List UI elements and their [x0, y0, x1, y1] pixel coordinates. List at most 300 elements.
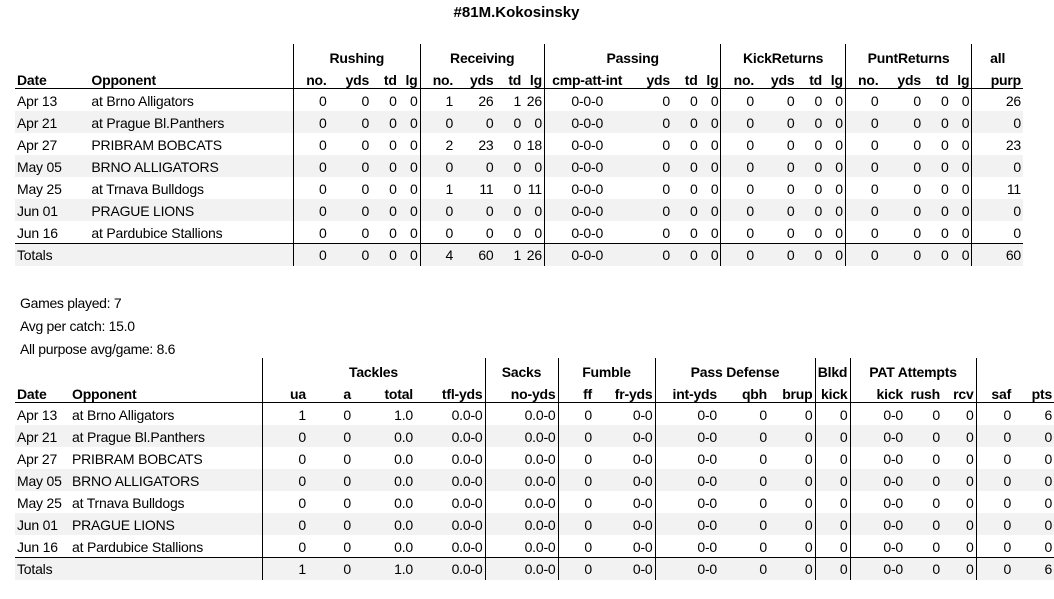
stat-cell: 0: [558, 513, 594, 535]
stat-cell: 1: [262, 403, 308, 426]
column-header: pts: [1013, 380, 1054, 403]
date-cell: Jun 01: [15, 199, 89, 221]
stat-cell: 0: [672, 111, 700, 133]
stat-cell: 0: [690, 180, 698, 197]
stat-cell: 0: [710, 224, 719, 241]
stat-cell: 0: [845, 111, 880, 133]
stat-cell: 0: [420, 221, 455, 244]
stat-cell: 0: [399, 155, 420, 177]
stat-cell: 0: [361, 224, 370, 241]
stat-cell: 0: [976, 447, 1013, 469]
table-row: [15, 177, 1023, 199]
total-cell: 0-0: [850, 558, 905, 581]
stat-cell: 0: [700, 155, 721, 177]
table-row: [15, 221, 1023, 244]
stat-cell: 0: [814, 180, 823, 197]
column-header: yds: [329, 66, 372, 89]
stat-cell: 0.0-0: [485, 403, 558, 426]
stat-cell: 0: [409, 180, 418, 197]
table-row: [15, 111, 1023, 133]
stat-cell: 0: [399, 111, 420, 133]
stat-cell: 0: [558, 535, 594, 558]
column-header: brup: [769, 380, 815, 403]
stat-cell: 0: [690, 92, 698, 109]
stat-cell: 0: [329, 111, 372, 133]
table-row: [15, 535, 1054, 558]
stat-cell: 0: [976, 469, 1013, 491]
totals-label: Totals: [15, 558, 70, 581]
column-header: td: [672, 66, 700, 89]
column-header: lg: [399, 66, 420, 89]
stat-cell: 0: [951, 155, 972, 177]
stat-cell: 0: [815, 403, 850, 426]
stat-cell: 0: [976, 491, 1013, 513]
column-header: yds: [756, 66, 796, 89]
group-header-fumble: Fumble: [558, 358, 655, 380]
total-cell: 60: [455, 244, 495, 267]
stat-cell: 0: [905, 513, 942, 535]
group-header-sacks: Sacks: [485, 358, 558, 380]
column-header: total: [353, 380, 415, 403]
total-cell: 0: [329, 244, 372, 267]
column-header: lg: [824, 66, 845, 89]
column-header: no.: [845, 66, 880, 89]
total-cell: 0-0-0: [544, 244, 629, 267]
total-cell: 0: [672, 244, 700, 267]
stat-cell: 26: [972, 89, 1023, 112]
stat-cell: 0: [262, 535, 308, 558]
stat-cell: 0: [262, 469, 308, 491]
stat-cell: 0: [905, 469, 942, 491]
stat-cell: 0-0: [850, 403, 905, 426]
stat-cell: 0: [294, 177, 329, 199]
date-cell: Apr 13: [17, 406, 58, 423]
stat-cell: 0: [965, 494, 974, 511]
stat-cell: 0: [513, 180, 522, 197]
group-header-row: [15, 44, 1023, 66]
column-header-row: [15, 66, 1023, 89]
date-cell: May 05: [15, 469, 70, 491]
stat-cell: 0: [294, 111, 329, 133]
stat-cell: 0: [558, 491, 594, 513]
stat-cell: 0: [835, 224, 843, 241]
stat-cell: 0: [558, 469, 594, 491]
column-header: rcv: [942, 380, 976, 403]
total-cell: 6: [1013, 558, 1054, 581]
column-header: Date: [15, 380, 70, 403]
stat-cell: 0: [329, 155, 372, 177]
stat-cell: 11: [527, 180, 542, 197]
stat-cell: 0: [932, 406, 940, 423]
stat-cell: 0: [496, 111, 524, 133]
stat-cell: 0: [815, 469, 850, 491]
stat-cell: 0: [756, 111, 796, 133]
stat-cell: 0: [485, 224, 494, 241]
table-row: [15, 425, 1054, 447]
total-cell: 0: [951, 244, 972, 267]
stat-cell: 0-0: [594, 469, 655, 491]
stat-cell: 0: [455, 155, 495, 177]
column-header-row: [15, 380, 1054, 403]
total-cell: 0: [756, 244, 796, 267]
total-cell: 0: [769, 558, 815, 581]
table-row: [15, 491, 1054, 513]
stat-cell: 0: [389, 92, 397, 109]
stat-cell: 0-0: [655, 535, 719, 558]
stat-cell: 0: [672, 199, 700, 221]
group-header-blank: [976, 358, 1054, 380]
opponent-cell: at Brno Alligators: [91, 92, 194, 109]
stat-cell: 0: [710, 92, 719, 109]
stat-cell: 0: [786, 136, 795, 153]
stat-cell: 0: [942, 513, 976, 535]
stat-cell: 0: [972, 221, 1023, 244]
stat-cell: 0: [923, 199, 951, 221]
stat-cell: 0: [940, 92, 949, 109]
stat-cell: 0: [786, 92, 795, 109]
stat-cell: 0-0: [655, 403, 719, 426]
date-cell: Jun 01: [15, 513, 70, 535]
stat-cell: 0: [662, 180, 670, 197]
total-cell: 1.0: [353, 558, 415, 581]
stat-cell: 0: [815, 491, 850, 513]
total-cell: 0: [629, 244, 672, 267]
column-header: td: [371, 66, 399, 89]
group-header-passing: Passing: [544, 44, 721, 66]
opponent-cell: BRNO ALLIGATORS: [89, 155, 293, 177]
stat-cell: 0-0: [632, 494, 653, 511]
stat-cell: 0: [294, 199, 329, 221]
group-header-all: all: [972, 44, 1023, 66]
stat-cell: 0: [961, 92, 970, 109]
opponent-cell: PRAGUE LIONS: [89, 199, 293, 221]
group-header-puntreturns: PuntReturns: [845, 44, 971, 66]
stat-cell: 0: [845, 133, 880, 155]
stat-cell: 0: [759, 406, 767, 423]
stat-cell: 0: [804, 450, 813, 467]
stat-cell: 0: [721, 155, 756, 177]
column-header: yds: [455, 66, 495, 89]
stat-cell: 0: [961, 224, 970, 241]
stat-cell: 6: [1044, 406, 1053, 423]
stat-cell: 0: [835, 92, 843, 109]
total-cell: [89, 244, 293, 267]
stat-cell: 0: [513, 224, 522, 241]
total-cell: 0.0-0: [415, 558, 485, 581]
column-header: a: [308, 380, 353, 403]
date-cell: May 25: [17, 494, 62, 511]
stat-cell: 0: [951, 111, 972, 133]
stat-cell: 0: [756, 155, 796, 177]
stat-cell: 0: [976, 513, 1013, 535]
stat-cell: 0.0-0: [415, 469, 485, 491]
stat-cell: 0: [845, 177, 880, 199]
stat-cell: 0: [361, 180, 370, 197]
stat-cell: 0: [972, 155, 1023, 177]
stat-cell: 0: [534, 224, 542, 241]
stat-cell: 0: [815, 447, 850, 469]
stat-cell: 0: [361, 136, 370, 153]
opponent-cell: at Prague Bl.Panthers: [70, 425, 262, 447]
offense-stats-table: [15, 44, 1023, 266]
date-cell: May 05: [15, 155, 89, 177]
total-cell: 0.0-0: [485, 558, 558, 581]
stat-cell: 0-0: [850, 425, 905, 447]
stat-cell: 0: [308, 469, 353, 491]
stat-cell: 0: [343, 494, 351, 511]
date-cell: Apr 21: [15, 111, 89, 133]
total-cell: 0: [976, 558, 1013, 581]
stat-cell: 0: [371, 111, 399, 133]
column-header: saf: [976, 380, 1013, 403]
column-header: td: [496, 66, 524, 89]
stat-cell: 0-0: [632, 406, 653, 423]
column-header: ua: [262, 380, 308, 403]
stat-cell: 0: [814, 136, 823, 153]
date-cell: Apr 27: [17, 450, 58, 467]
stat-cell: 0: [824, 199, 845, 221]
stat-cell: 0: [420, 199, 455, 221]
stat-cell: 0: [294, 89, 329, 112]
stat-cell: 0: [496, 199, 524, 221]
stat-cell: 0.0-0: [451, 538, 483, 555]
stat-cell: 0: [662, 224, 670, 241]
games-played-text: Games played: 7: [20, 295, 122, 311]
stat-cell: 0: [719, 425, 769, 447]
stat-cell: 0.0: [353, 469, 415, 491]
stat-cell: 0: [1013, 469, 1054, 491]
date-cell: Apr 27: [17, 136, 58, 153]
group-header-blank: [15, 358, 262, 380]
stat-cell: 0: [769, 425, 815, 447]
page-title: #81M.Kokosinsky: [453, 4, 580, 21]
stat-cell: 0: [804, 406, 813, 423]
stat-cell: 0: [1044, 450, 1053, 467]
group-header-row: [15, 358, 1054, 380]
stat-cell: 0: [1044, 494, 1053, 511]
table-row: [15, 199, 1023, 221]
stat-cell: 0.0: [394, 494, 413, 511]
total-cell: 0: [824, 244, 845, 267]
column-header: no.: [721, 66, 756, 89]
stat-cell: 0: [262, 447, 308, 469]
total-cell: 0: [558, 558, 594, 581]
column-header: kick: [850, 380, 905, 403]
stat-cell: 0-0-0: [544, 89, 629, 112]
total-cell: 0: [923, 244, 951, 267]
stat-cell: 0: [835, 136, 843, 153]
stat-cell: 0: [629, 111, 672, 133]
stat-cell: 0: [824, 155, 845, 177]
stat-cell: 0: [308, 425, 353, 447]
stat-cell: 0: [513, 136, 522, 153]
stat-cell: 0: [721, 199, 756, 221]
opponent-cell: at Pardubice Stallions: [72, 538, 204, 555]
stat-cell: 0-0-0: [544, 221, 629, 244]
stat-cell: 0: [880, 199, 923, 221]
stat-cell: 0: [721, 221, 756, 244]
stat-cell: 0: [976, 403, 1013, 426]
stat-cell: 0: [972, 111, 1023, 133]
stat-cell: 0: [845, 199, 880, 221]
stat-cell: 0-0-0: [544, 133, 629, 155]
stat-cell: 2: [420, 133, 455, 155]
stat-cell: 26: [526, 92, 542, 109]
stat-cell: 0: [845, 89, 880, 112]
column-header: tfl-yds: [415, 380, 485, 403]
column-header: lg: [700, 66, 721, 89]
avg-per-catch-text: Avg per catch: 15.0: [20, 318, 135, 334]
column-header: lg: [523, 66, 544, 89]
column-header: kick: [815, 380, 850, 403]
stat-cell: 0: [294, 221, 329, 244]
stat-cell: 1.0: [394, 406, 413, 423]
total-cell: 0: [308, 558, 353, 581]
stat-cell: 0: [721, 89, 756, 112]
table-row: [15, 133, 1023, 155]
column-header: Opponent: [70, 380, 262, 403]
total-cell: 0: [721, 244, 756, 267]
stat-cell: 0.0: [394, 538, 413, 555]
stat-cell: 0: [399, 199, 420, 221]
column-header: no-yds: [485, 380, 558, 403]
stat-cell: 0.0-0: [451, 406, 483, 423]
stat-cell: 0: [786, 224, 795, 241]
stat-cell: 0: [913, 224, 921, 241]
opponent-cell: at Trnava Bulldogs: [91, 180, 204, 197]
column-header: yds: [880, 66, 923, 89]
stat-cell: 0: [965, 538, 974, 555]
stat-cell: 0: [756, 199, 796, 221]
stat-cell: 0-0-0: [544, 177, 629, 199]
stat-cell: 0: [343, 450, 351, 467]
stat-cell: 0: [932, 450, 940, 467]
stat-cell: 0: [455, 199, 495, 221]
stat-cell: 0: [913, 92, 921, 109]
stat-cell: 0: [759, 494, 767, 511]
stat-cell: 11: [972, 177, 1023, 199]
total-cell: [70, 558, 262, 581]
stat-cell: 0: [343, 406, 351, 423]
opponent-cell: BRNO ALLIGATORS: [70, 469, 262, 491]
stat-cell: 0: [880, 111, 923, 133]
stat-cell: 0-0: [850, 513, 905, 535]
stat-cell: 0: [371, 155, 399, 177]
stat-cell: 0: [420, 155, 455, 177]
stat-cell: 0: [815, 535, 850, 558]
date-cell: May 25: [17, 180, 62, 197]
column-header: ff: [558, 380, 594, 403]
stat-cell: 0: [672, 155, 700, 177]
stat-cell: 0: [814, 224, 823, 241]
stat-cell: 0: [558, 403, 594, 426]
stat-cell: 0: [796, 155, 824, 177]
stat-cell: 0.0: [394, 450, 413, 467]
stat-cell: 0-0: [594, 425, 655, 447]
stat-cell: 0: [629, 199, 672, 221]
total-cell: 0: [815, 558, 850, 581]
total-cell: 0: [399, 244, 420, 267]
stat-cell: 0: [690, 224, 698, 241]
stat-cell: 0: [923, 155, 951, 177]
stat-cell: 0: [371, 199, 399, 221]
stat-cell: 0: [913, 180, 921, 197]
stat-cell: 0.0-0: [485, 513, 558, 535]
stat-cell: 0: [804, 538, 813, 555]
total-cell: 1: [262, 558, 308, 581]
stat-cell: 0.0-0: [485, 469, 558, 491]
stat-cell: 0: [262, 491, 308, 513]
stat-cell: 0: [880, 155, 923, 177]
stat-cell: 23: [972, 133, 1023, 155]
stat-cell: 0-0-0: [544, 199, 629, 221]
table-row: [15, 447, 1054, 469]
stat-cell: 0: [932, 494, 940, 511]
column-header: int-yds: [655, 380, 719, 403]
column-header: purp: [972, 66, 1023, 89]
stat-cell: 0: [721, 177, 756, 199]
stat-cell: 0: [965, 450, 974, 467]
stat-cell: 0: [523, 155, 544, 177]
stat-cell: 0: [629, 155, 672, 177]
stat-cell: 0: [845, 221, 880, 244]
table-row: [15, 89, 1023, 112]
stat-cell: 0: [786, 180, 795, 197]
stat-cell: 0: [700, 111, 721, 133]
stat-cell: 0: [409, 92, 418, 109]
stat-cell: 0.0-0: [451, 494, 483, 511]
group-header-kickreturns: KickReturns: [721, 44, 845, 66]
total-cell: 1: [496, 244, 524, 267]
total-cell: 0: [880, 244, 923, 267]
stat-cell: 0: [308, 513, 353, 535]
stat-cell: 0: [940, 136, 949, 153]
stat-cell: 0: [796, 111, 824, 133]
stat-cell: 0.0-0: [485, 535, 558, 558]
total-cell: 0: [719, 558, 769, 581]
stat-cell: 0: [343, 538, 351, 555]
stat-cell: 0: [769, 513, 815, 535]
column-header: td: [796, 66, 824, 89]
total-cell: 60: [972, 244, 1023, 267]
stat-cell: 0: [294, 133, 329, 155]
totals-row: [15, 244, 1023, 267]
stat-cell: 0: [961, 180, 970, 197]
group-header-pat-attempts: PAT Attempts: [850, 358, 976, 380]
stat-cell: 0: [976, 425, 1013, 447]
stat-cell: 0: [940, 224, 949, 241]
stat-cell: 0: [905, 425, 942, 447]
stat-cell: 0: [558, 425, 594, 447]
stat-cell: 0: [815, 425, 850, 447]
total-cell: 0: [942, 558, 976, 581]
stat-cell: 0: [361, 92, 370, 109]
stat-cell: 0: [294, 155, 329, 177]
stat-cell: 0: [262, 513, 308, 535]
stat-cell: 0-0: [632, 450, 653, 467]
group-header-rushing: Rushing: [294, 44, 421, 66]
stat-cell: 11: [479, 180, 494, 197]
stat-cell: 0.0-0: [451, 450, 483, 467]
defense-stats-table: [15, 358, 1054, 580]
opponent-cell: PRIBRAM BOBCATS: [72, 450, 203, 467]
stat-cell: 0: [972, 199, 1023, 221]
stat-cell: 0: [923, 111, 951, 133]
column-header: fr-yds: [594, 380, 655, 403]
group-header-blkd: Blkd: [815, 358, 850, 380]
column-header: qbh: [719, 380, 769, 403]
stat-cell: 0: [719, 513, 769, 535]
